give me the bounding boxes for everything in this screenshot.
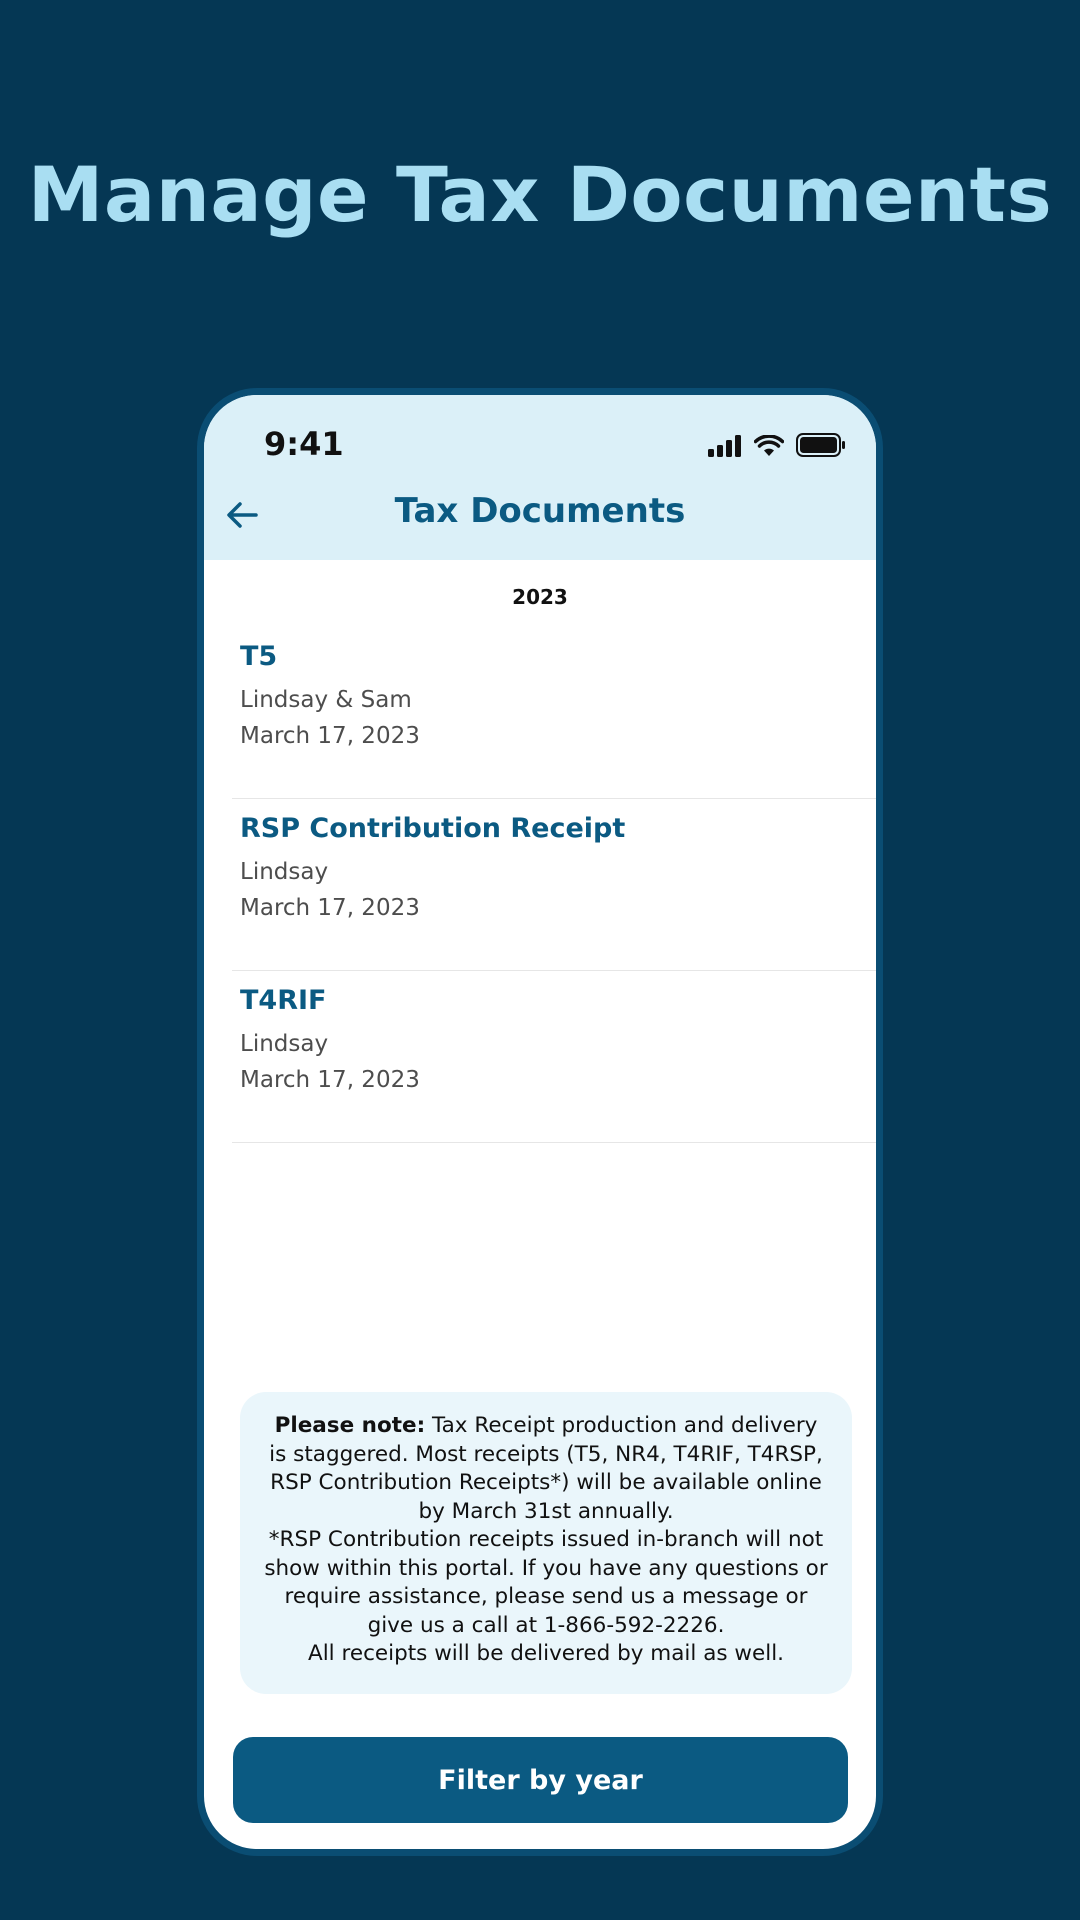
battery-icon (796, 433, 846, 457)
phone-frame (197, 388, 883, 1856)
year-label: 2023 (512, 585, 568, 609)
note-paragraph (264, 1412, 828, 1526)
document-owner: Lindsay & Sam (240, 687, 412, 713)
note-line-2: *RSP Contribution receipts issued in-branch will not show within this portal. If you have any questions or require assistance, please send us a message or give us a call at 1-866-592-2226. (264, 1527, 828, 1638)
filter-by-year-button[interactable]: Filter by year (233, 1737, 848, 1823)
document-date: March 17, 2023 (240, 1067, 420, 1093)
document-title: RSP Contribution Receipt (240, 813, 626, 844)
document-date: March 17, 2023 (240, 723, 420, 749)
note-label: Please note: (274, 1413, 426, 1438)
document-owner: Lindsay (240, 859, 329, 885)
document-item-t4rif[interactable] (232, 971, 876, 1143)
wifi-icon (754, 435, 784, 457)
document-title: T4RIF (240, 985, 327, 1016)
tax-note-box (240, 1392, 852, 1694)
screen-title: Tax Documents (394, 491, 686, 531)
note-text: Tax Receipt production and delivery is staggered. Most receipts (T5, NR4, T4RIF, T4RSP, RSP Contribution Receipts*) will be available online by March 31st annually. (269, 1413, 823, 1524)
document-list (232, 627, 876, 1143)
page-headline: Manage Tax Documents (27, 150, 1053, 239)
status-time: 9:41 (264, 425, 344, 463)
phone-screen (204, 395, 876, 1849)
document-owner: Lindsay (240, 1031, 329, 1057)
note-line-3: All receipts will be delivered by mail as well. (307, 1641, 785, 1666)
app-header (204, 395, 876, 560)
status-icons (708, 431, 846, 457)
document-title: T5 (240, 641, 278, 672)
document-item-t5[interactable] (232, 627, 876, 799)
signal-icon (708, 435, 742, 457)
document-date: March 17, 2023 (240, 895, 420, 921)
document-item-rsp-contribution-receipt[interactable] (232, 799, 876, 971)
